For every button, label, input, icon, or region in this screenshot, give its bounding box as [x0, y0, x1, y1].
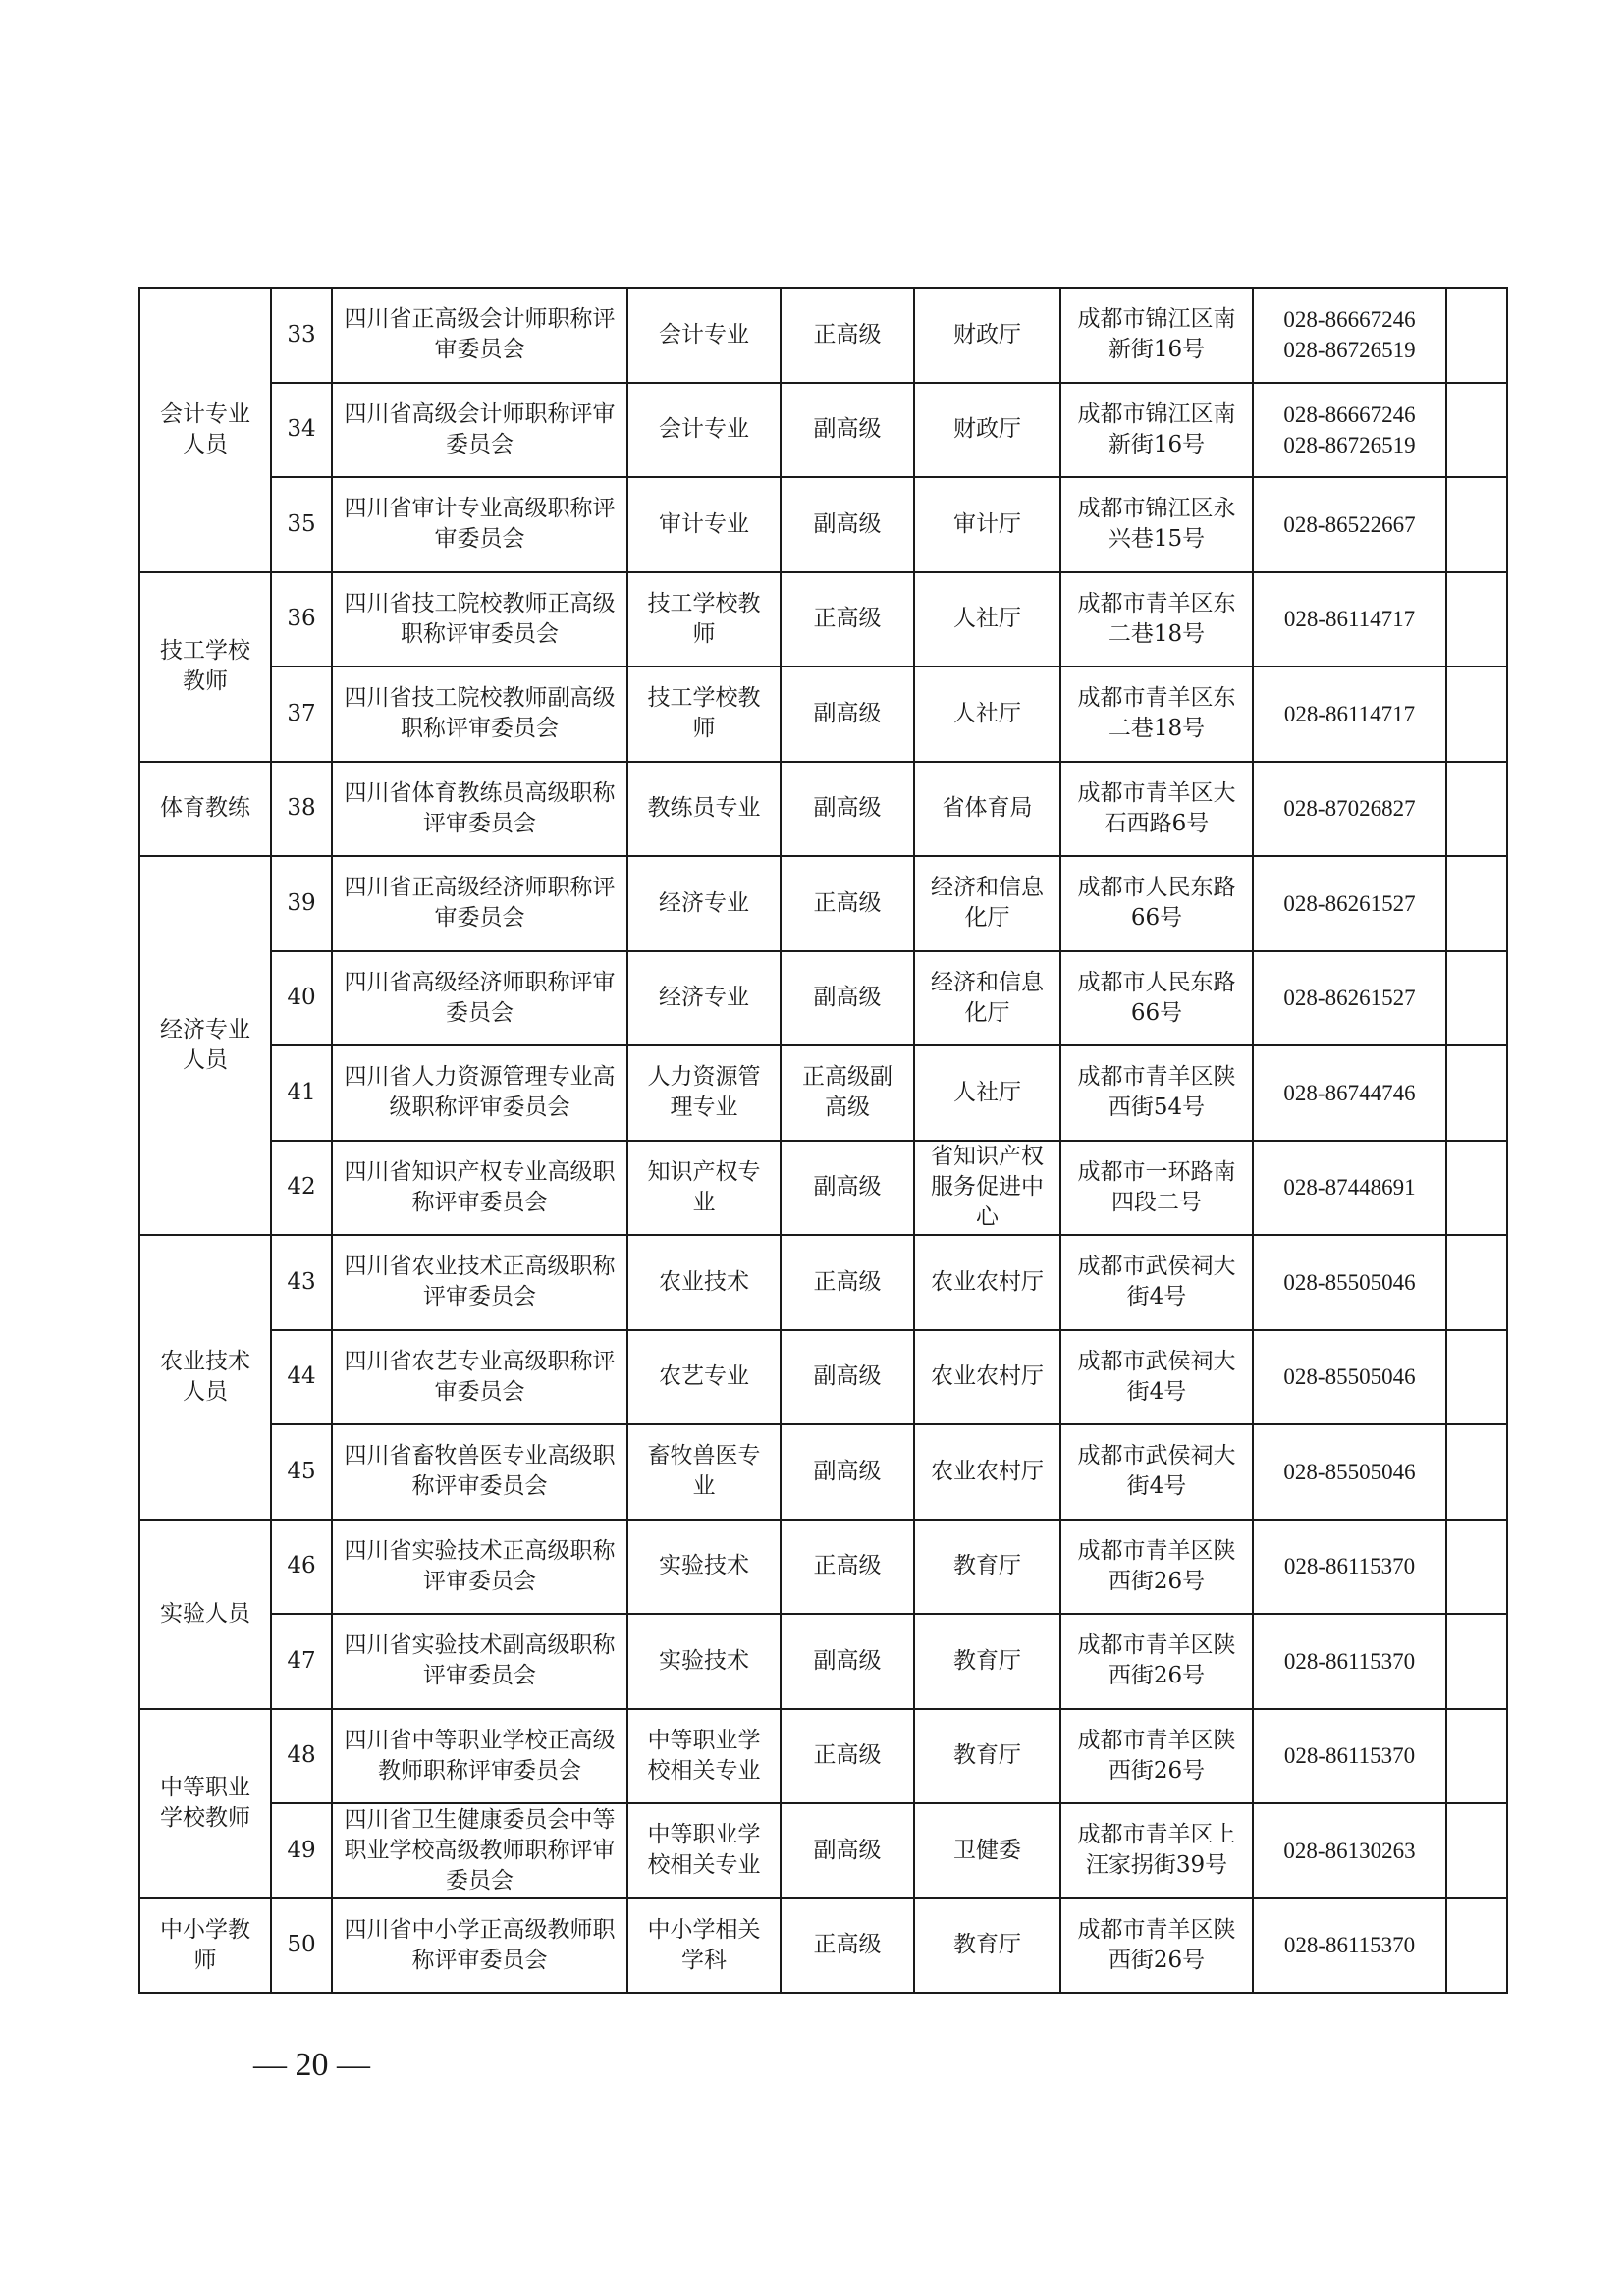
number-cell: 35 [271, 477, 332, 572]
remarks-cell [1446, 667, 1507, 762]
remarks-cell [1446, 1709, 1507, 1804]
level-cell: 副高级 [781, 1614, 914, 1709]
number-cell: 49 [271, 1803, 332, 1898]
specialty-cell: 知识产权专业 [627, 1141, 781, 1236]
level-cell: 正高级 [781, 856, 914, 951]
address-cell: 成都市武侯祠大街4号 [1060, 1424, 1253, 1520]
committee-cell: 四川省人力资源管理专业高级职称评审委员会 [332, 1045, 627, 1141]
specialty-cell: 实验技术 [627, 1614, 781, 1709]
committee-cell: 四川省中小学正高级教师职称评审委员会 [332, 1898, 627, 1994]
remarks-cell [1446, 1235, 1507, 1330]
table-row [139, 856, 1507, 951]
phone-cell: 028-85505046 [1253, 1330, 1446, 1425]
remarks-cell [1446, 762, 1507, 857]
remarks-cell [1446, 1520, 1507, 1615]
department-cell: 省体育局 [914, 762, 1060, 857]
department-cell: 省知识产权服务促进中心 [914, 1141, 1060, 1236]
address-cell: 成都市青羊区东二巷18号 [1060, 667, 1253, 762]
specialty-cell: 审计专业 [627, 477, 781, 572]
department-cell: 教育厅 [914, 1520, 1060, 1615]
number-cell: 37 [271, 667, 332, 762]
phone-cell: 028-86114717 [1253, 572, 1446, 667]
address-cell: 成都市锦江区南新街16号 [1060, 288, 1253, 383]
phone-cell: 028-86130263 [1253, 1803, 1446, 1898]
number-cell: 34 [271, 383, 332, 478]
address-cell: 成都市青羊区陕西街26号 [1060, 1614, 1253, 1709]
address-cell: 成都市青羊区陕西街26号 [1060, 1520, 1253, 1615]
address-cell: 成都市武侯祠大街4号 [1060, 1235, 1253, 1330]
number-cell: 40 [271, 951, 332, 1046]
table-row [139, 288, 1507, 383]
phone-cell: 028-86261527 [1253, 951, 1446, 1046]
level-cell: 副高级 [781, 762, 914, 857]
category-cell: 经济专业人员 [139, 856, 271, 1235]
category-cell: 会计专业人员 [139, 288, 271, 572]
address-cell: 成都市锦江区永兴巷15号 [1060, 477, 1253, 572]
department-cell: 教育厅 [914, 1898, 1060, 1994]
specialty-cell: 中等职业学校相关专业 [627, 1709, 781, 1804]
table-row [139, 477, 1507, 572]
specialty-cell: 中等职业学校相关专业 [627, 1803, 781, 1898]
table-row [139, 951, 1507, 1046]
level-cell: 正高级 [781, 1520, 914, 1615]
department-cell: 财政厅 [914, 288, 1060, 383]
committee-cell: 四川省正高级会计师职称评审委员会 [332, 288, 627, 383]
committee-cell: 四川省实验技术正高级职称评审委员会 [332, 1520, 627, 1615]
phone-cell: 028-87448691 [1253, 1141, 1446, 1236]
table-row [139, 383, 1507, 478]
remarks-cell [1446, 477, 1507, 572]
specialty-cell: 农艺专业 [627, 1330, 781, 1425]
phone-cell: 028-86115370 [1253, 1520, 1446, 1615]
remarks-cell [1446, 1803, 1507, 1898]
address-cell: 成都市人民东路66号 [1060, 951, 1253, 1046]
level-cell: 正高级 [781, 1235, 914, 1330]
remarks-cell [1446, 1424, 1507, 1520]
committee-cell: 四川省技工院校教师副高级职称评审委员会 [332, 667, 627, 762]
level-cell: 正高级 [781, 572, 914, 667]
specialty-cell: 经济专业 [627, 856, 781, 951]
level-cell: 副高级 [781, 1330, 914, 1425]
table-row [139, 1614, 1507, 1709]
specialty-cell: 畜牧兽医专业 [627, 1424, 781, 1520]
specialty-cell: 技工学校教师 [627, 667, 781, 762]
department-cell: 卫健委 [914, 1803, 1060, 1898]
number-cell: 33 [271, 288, 332, 383]
department-cell: 经济和信息化厅 [914, 951, 1060, 1046]
phone-cell: 028-86114717 [1253, 667, 1446, 762]
committee-cell: 四川省中等职业学校正高级教师职称评审委员会 [332, 1709, 627, 1804]
address-cell: 成都市青羊区陕西街26号 [1060, 1709, 1253, 1804]
address-cell: 成都市青羊区东二巷18号 [1060, 572, 1253, 667]
phone-cell: 028-86744746 [1253, 1045, 1446, 1141]
table-row [139, 1898, 1507, 1994]
remarks-cell [1446, 1045, 1507, 1141]
remarks-cell [1446, 951, 1507, 1046]
committee-cell: 四川省体育教练员高级职称评审委员会 [332, 762, 627, 857]
table-row [139, 762, 1507, 857]
address-cell: 成都市青羊区陕西街54号 [1060, 1045, 1253, 1141]
department-cell: 农业农村厅 [914, 1424, 1060, 1520]
committee-cell: 四川省农业技术正高级职称评审委员会 [332, 1235, 627, 1330]
level-cell: 正高级 [781, 1898, 914, 1994]
committee-cell: 四川省知识产权专业高级职称评审委员会 [332, 1141, 627, 1236]
department-cell: 农业农村厅 [914, 1330, 1060, 1425]
committee-cell: 四川省正高级经济师职称评审委员会 [332, 856, 627, 951]
committee-cell: 四川省畜牧兽医专业高级职称评审委员会 [332, 1424, 627, 1520]
remarks-cell [1446, 1898, 1507, 1994]
address-cell: 成都市青羊区大石西路6号 [1060, 762, 1253, 857]
level-cell: 副高级 [781, 1141, 914, 1236]
specialty-cell: 经济专业 [627, 951, 781, 1046]
phone-cell: 028-86115370 [1253, 1709, 1446, 1804]
level-cell: 副高级 [781, 477, 914, 572]
number-cell: 43 [271, 1235, 332, 1330]
remarks-cell [1446, 383, 1507, 478]
address-cell: 成都市一环路南四段二号 [1060, 1141, 1253, 1236]
level-cell: 正高级 [781, 1709, 914, 1804]
table-row [139, 1045, 1507, 1141]
category-cell: 中等职业学校教师 [139, 1709, 271, 1898]
remarks-cell [1446, 572, 1507, 667]
specialty-cell: 人力资源管理专业 [627, 1045, 781, 1141]
remarks-cell [1446, 1614, 1507, 1709]
level-cell: 副高级 [781, 1424, 914, 1520]
committee-cell: 四川省高级会计师职称评审委员会 [332, 383, 627, 478]
phone-cell: 028-86261527 [1253, 856, 1446, 951]
committee-cell: 四川省农艺专业高级职称评审委员会 [332, 1330, 627, 1425]
committee-cell: 四川省卫生健康委员会中等职业学校高级教师职称评审委员会 [332, 1803, 627, 1898]
level-cell: 副高级 [781, 667, 914, 762]
committee-cell: 四川省高级经济师职称评审委员会 [332, 951, 627, 1046]
table-row [139, 572, 1507, 667]
address-cell: 成都市青羊区陕西街26号 [1060, 1898, 1253, 1994]
remarks-cell [1446, 1330, 1507, 1425]
department-cell: 教育厅 [914, 1614, 1060, 1709]
table-row [139, 1803, 1507, 1898]
number-cell: 45 [271, 1424, 332, 1520]
department-cell: 审计厅 [914, 477, 1060, 572]
address-cell: 成都市青羊区上汪家拐街39号 [1060, 1803, 1253, 1898]
phone-cell: 028-86115370 [1253, 1614, 1446, 1709]
table-row [139, 1235, 1507, 1330]
number-cell: 50 [271, 1898, 332, 1994]
level-cell: 正高级 [781, 288, 914, 383]
department-cell: 经济和信息化厅 [914, 856, 1060, 951]
table-body [139, 288, 1507, 1993]
phone-cell: 028-86667246 028-86726519 [1253, 383, 1446, 478]
department-cell: 教育厅 [914, 1709, 1060, 1804]
specialty-cell: 会计专业 [627, 383, 781, 478]
category-cell: 技工学校教师 [139, 572, 271, 762]
department-cell: 人社厅 [914, 667, 1060, 762]
level-cell: 副高级 [781, 383, 914, 478]
committee-cell: 四川省实验技术副高级职称评审委员会 [332, 1614, 627, 1709]
number-cell: 48 [271, 1709, 332, 1804]
specialty-cell: 会计专业 [627, 288, 781, 383]
number-cell: 42 [271, 1141, 332, 1236]
department-cell: 人社厅 [914, 572, 1060, 667]
phone-cell: 028-85505046 [1253, 1424, 1446, 1520]
specialty-cell: 技工学校教师 [627, 572, 781, 667]
level-cell: 副高级 [781, 951, 914, 1046]
number-cell: 44 [271, 1330, 332, 1425]
phone-cell: 028-86667246 028-86726519 [1253, 288, 1446, 383]
remarks-cell [1446, 288, 1507, 383]
category-cell: 体育教练 [139, 762, 271, 857]
table-row [139, 1709, 1507, 1804]
phone-cell: 028-86522667 [1253, 477, 1446, 572]
specialty-cell: 中小学相关学科 [627, 1898, 781, 1994]
number-cell: 39 [271, 856, 332, 951]
specialty-cell: 农业技术 [627, 1235, 781, 1330]
level-cell: 副高级 [781, 1803, 914, 1898]
number-cell: 36 [271, 572, 332, 667]
address-cell: 成都市武侯祠大街4号 [1060, 1330, 1253, 1425]
phone-cell: 028-87026827 [1253, 762, 1446, 857]
specialty-cell: 实验技术 [627, 1520, 781, 1615]
table-row [139, 667, 1507, 762]
category-cell: 农业技术人员 [139, 1235, 271, 1520]
department-cell: 人社厅 [914, 1045, 1060, 1141]
remarks-cell [1446, 1141, 1507, 1236]
number-cell: 41 [271, 1045, 332, 1141]
specialty-cell: 教练员专业 [627, 762, 781, 857]
number-cell: 46 [271, 1520, 332, 1615]
phone-cell: 028-86115370 [1253, 1898, 1446, 1994]
table-row [139, 1520, 1507, 1615]
number-cell: 47 [271, 1614, 332, 1709]
category-cell: 中小学教师 [139, 1898, 271, 1994]
page-number: — 20 — [253, 2047, 370, 2083]
table-row [139, 1141, 1507, 1236]
remarks-cell [1446, 856, 1507, 951]
address-cell: 成都市人民东路66号 [1060, 856, 1253, 951]
table-row [139, 1330, 1507, 1425]
number-cell: 38 [271, 762, 332, 857]
department-cell: 财政厅 [914, 383, 1060, 478]
level-cell: 正高级副高级 [781, 1045, 914, 1141]
committee-cell: 四川省审计专业高级职称评审委员会 [332, 477, 627, 572]
committee-table [138, 287, 1508, 1994]
department-cell: 农业农村厅 [914, 1235, 1060, 1330]
address-cell: 成都市锦江区南新街16号 [1060, 383, 1253, 478]
category-cell: 实验人员 [139, 1520, 271, 1709]
committee-cell: 四川省技工院校教师正高级职称评审委员会 [332, 572, 627, 667]
phone-cell: 028-85505046 [1253, 1235, 1446, 1330]
table-row [139, 1424, 1507, 1520]
